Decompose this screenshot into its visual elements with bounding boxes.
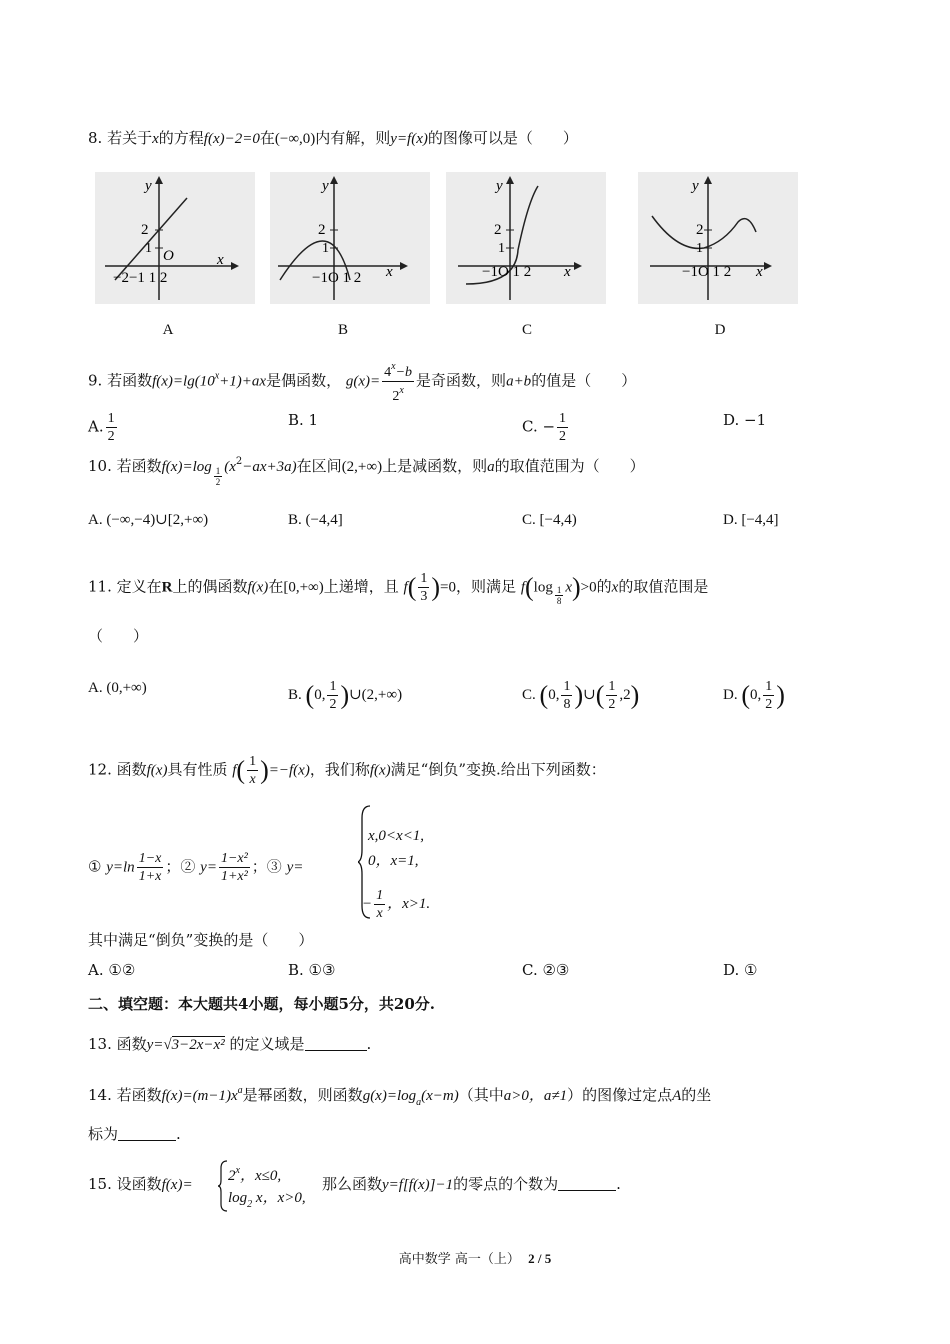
page-footer: 高中数学 高一（上） 2 / 5 — [398, 1251, 552, 1267]
q12-piece-3: − $\frac{1}{x}$ ，x>1. — [362, 888, 431, 921]
q8-graph-a — [95, 172, 255, 304]
graph-b-y-label: y — [322, 178, 329, 194]
q15-piece-2: $\log_2 x$，x>0, — [228, 1190, 306, 1210]
graph-a-origin: O — [163, 248, 174, 264]
q8-stem: 8. 若关于x的方程f(x)−2=0在(−∞,0)内有解，则y=f(x)的图像可以是（ ） — [88, 129, 578, 147]
graph-d-ytick-2: 2 — [696, 222, 704, 238]
graph-a-xticks: −2−1 1 2 — [113, 270, 168, 286]
graph-c-x-label: x — [564, 264, 571, 280]
q8-graph-c — [446, 172, 606, 304]
q15-piece-1: 2$^x$，x≤0, — [228, 1165, 282, 1184]
q12-functions: ① y=ln $\frac{1-x}{1+x}$ ；② y= $\frac{\text{1−x²}}{\text{1+x²}}$ ；③ y= — [88, 851, 304, 884]
q9-option-a[interactable]: A. $\frac{1}{2}$ — [88, 411, 115, 444]
graph-d-y-label: y — [692, 178, 699, 194]
q9-option-d[interactable]: D. −1 — [723, 411, 767, 429]
q12-piece-2: 0，x=1, — [368, 853, 419, 869]
page-number: 2 / 5 — [528, 1251, 552, 1266]
q9-stem: 9. 若函数$f(x)=\lg(10^x+1)+ax$是偶函数， g(x)= $\frac{4^x-b}{2^x}$ 是奇函数，则a+b的值是（ ） — [88, 358, 636, 405]
q10-option-b[interactable]: B. (−4,4] — [288, 512, 343, 528]
q12-option-a[interactable]: A. ①② — [88, 961, 136, 979]
q9-option-c[interactable]: C. − $\frac{1}{2}$ — [522, 411, 567, 444]
graph-a-ytick-2: 2 — [141, 222, 149, 238]
q10-option-a[interactable]: A. (−∞,−4)∪[2,+∞) — [88, 512, 209, 528]
q12-option-d[interactable]: D. ① — [723, 961, 758, 979]
q8-graph-d — [638, 172, 798, 304]
graph-b-x-label: x — [386, 264, 393, 280]
graph-d-xticks: −1O 1 2 — [682, 264, 732, 280]
graph-d-ytick-1: 1 — [696, 241, 703, 256]
graph-b-xticks: −1O 1 2 — [312, 270, 362, 286]
graph-c-xticks: −1O 1 2 — [482, 264, 532, 280]
q8-label-a: A — [162, 322, 174, 338]
q15-answer-blank[interactable] — [558, 1176, 616, 1191]
q8-label-b: B — [337, 322, 348, 338]
q12-option-b[interactable]: B. ①③ — [288, 961, 336, 979]
q8-graph-b — [270, 172, 430, 304]
q12-stem: 12. 函数f(x)具有性质 f( $\frac{1}{x}$ )=−f(x)，我们称f(x)满足“倒负”变换.给出下列函数： — [88, 754, 606, 787]
q15-stem-left: 15. 设函数f(x)= — [88, 1175, 193, 1193]
graph-a-x-label: x — [217, 252, 224, 268]
graph-a-ytick-1: 1 — [145, 241, 152, 256]
q14-line-2: 标为 . — [88, 1125, 181, 1143]
q10-option-d[interactable]: D. [−4,4] — [723, 512, 779, 528]
graph-c-ytick-1: 1 — [498, 241, 505, 256]
graph-b-ytick-1: 1 — [322, 241, 329, 256]
q10-stem: 10. 若函数f(x)=log $\frac{1}{2}$ $(x^2-ax+3a)$在区间(2,+∞)上是减函数，则a的取值范围为（ ） — [88, 456, 645, 487]
q8-label-c: C — [521, 322, 532, 338]
q13-stem: 13. 函数y=√3−2x−x² 的定义域是 . — [88, 1035, 372, 1053]
q14-stem: 14. 若函数$f(x)=(m-1)x^a$是幂函数，则函数$g(x)=\log_a(x-m)$（其中a>0，a≠1）的图像过定点A的坐 — [88, 1085, 712, 1108]
q15-stem-right: 那么函数y=f[f(x)]−1的零点的个数为 . — [322, 1175, 621, 1193]
q13-answer-blank[interactable] — [305, 1036, 367, 1051]
graph-d-x-label: x — [756, 264, 763, 280]
q11-option-b[interactable]: B. (0, $\frac{1}{2}$ )∪(2,+∞) — [288, 679, 403, 712]
graph-c-y-label: y — [496, 178, 503, 194]
q10-option-c[interactable]: C. [−4,4) — [522, 512, 577, 528]
section-2-heading: 二、填空题：本大题共4小题，每小题5分，共20分. — [88, 995, 435, 1013]
q11-stem: 11. 定义在R上的偶函数f(x)在[0,+∞)上递增，且 f( $\frac{1}{3}$ )=0，则满足 f(log $\frac{1}{8}$ x)>0的x的取值范围是 — [88, 571, 709, 606]
q8-label-d: D — [714, 322, 726, 338]
q12-piece-1: x,0<x<1, — [368, 828, 425, 844]
q12-option-c[interactable]: C. ②③ — [522, 961, 570, 979]
q11-option-a[interactable]: A. (0,+∞) — [88, 680, 147, 696]
q11-option-d[interactable]: D. (0, $\frac{1}{2}$ ) — [723, 679, 785, 712]
q11-option-c[interactable]: C. (0, $\frac{1}{8}$ )∪( $\frac{1}{2}$ ,2) — [522, 679, 640, 712]
q11-answer-paren: （ ） — [88, 627, 149, 645]
q15-piecewise-brace — [218, 1160, 228, 1212]
q12-question: 其中满足“倒负”变换的是（ ） — [88, 931, 314, 949]
graph-c-ytick-2: 2 — [494, 222, 502, 238]
graph-b-ytick-2: 2 — [318, 222, 326, 238]
q9-option-b[interactable]: B. 1 — [288, 411, 319, 429]
graph-a-y-label: y — [145, 178, 152, 194]
q14-answer-blank[interactable] — [118, 1126, 176, 1141]
